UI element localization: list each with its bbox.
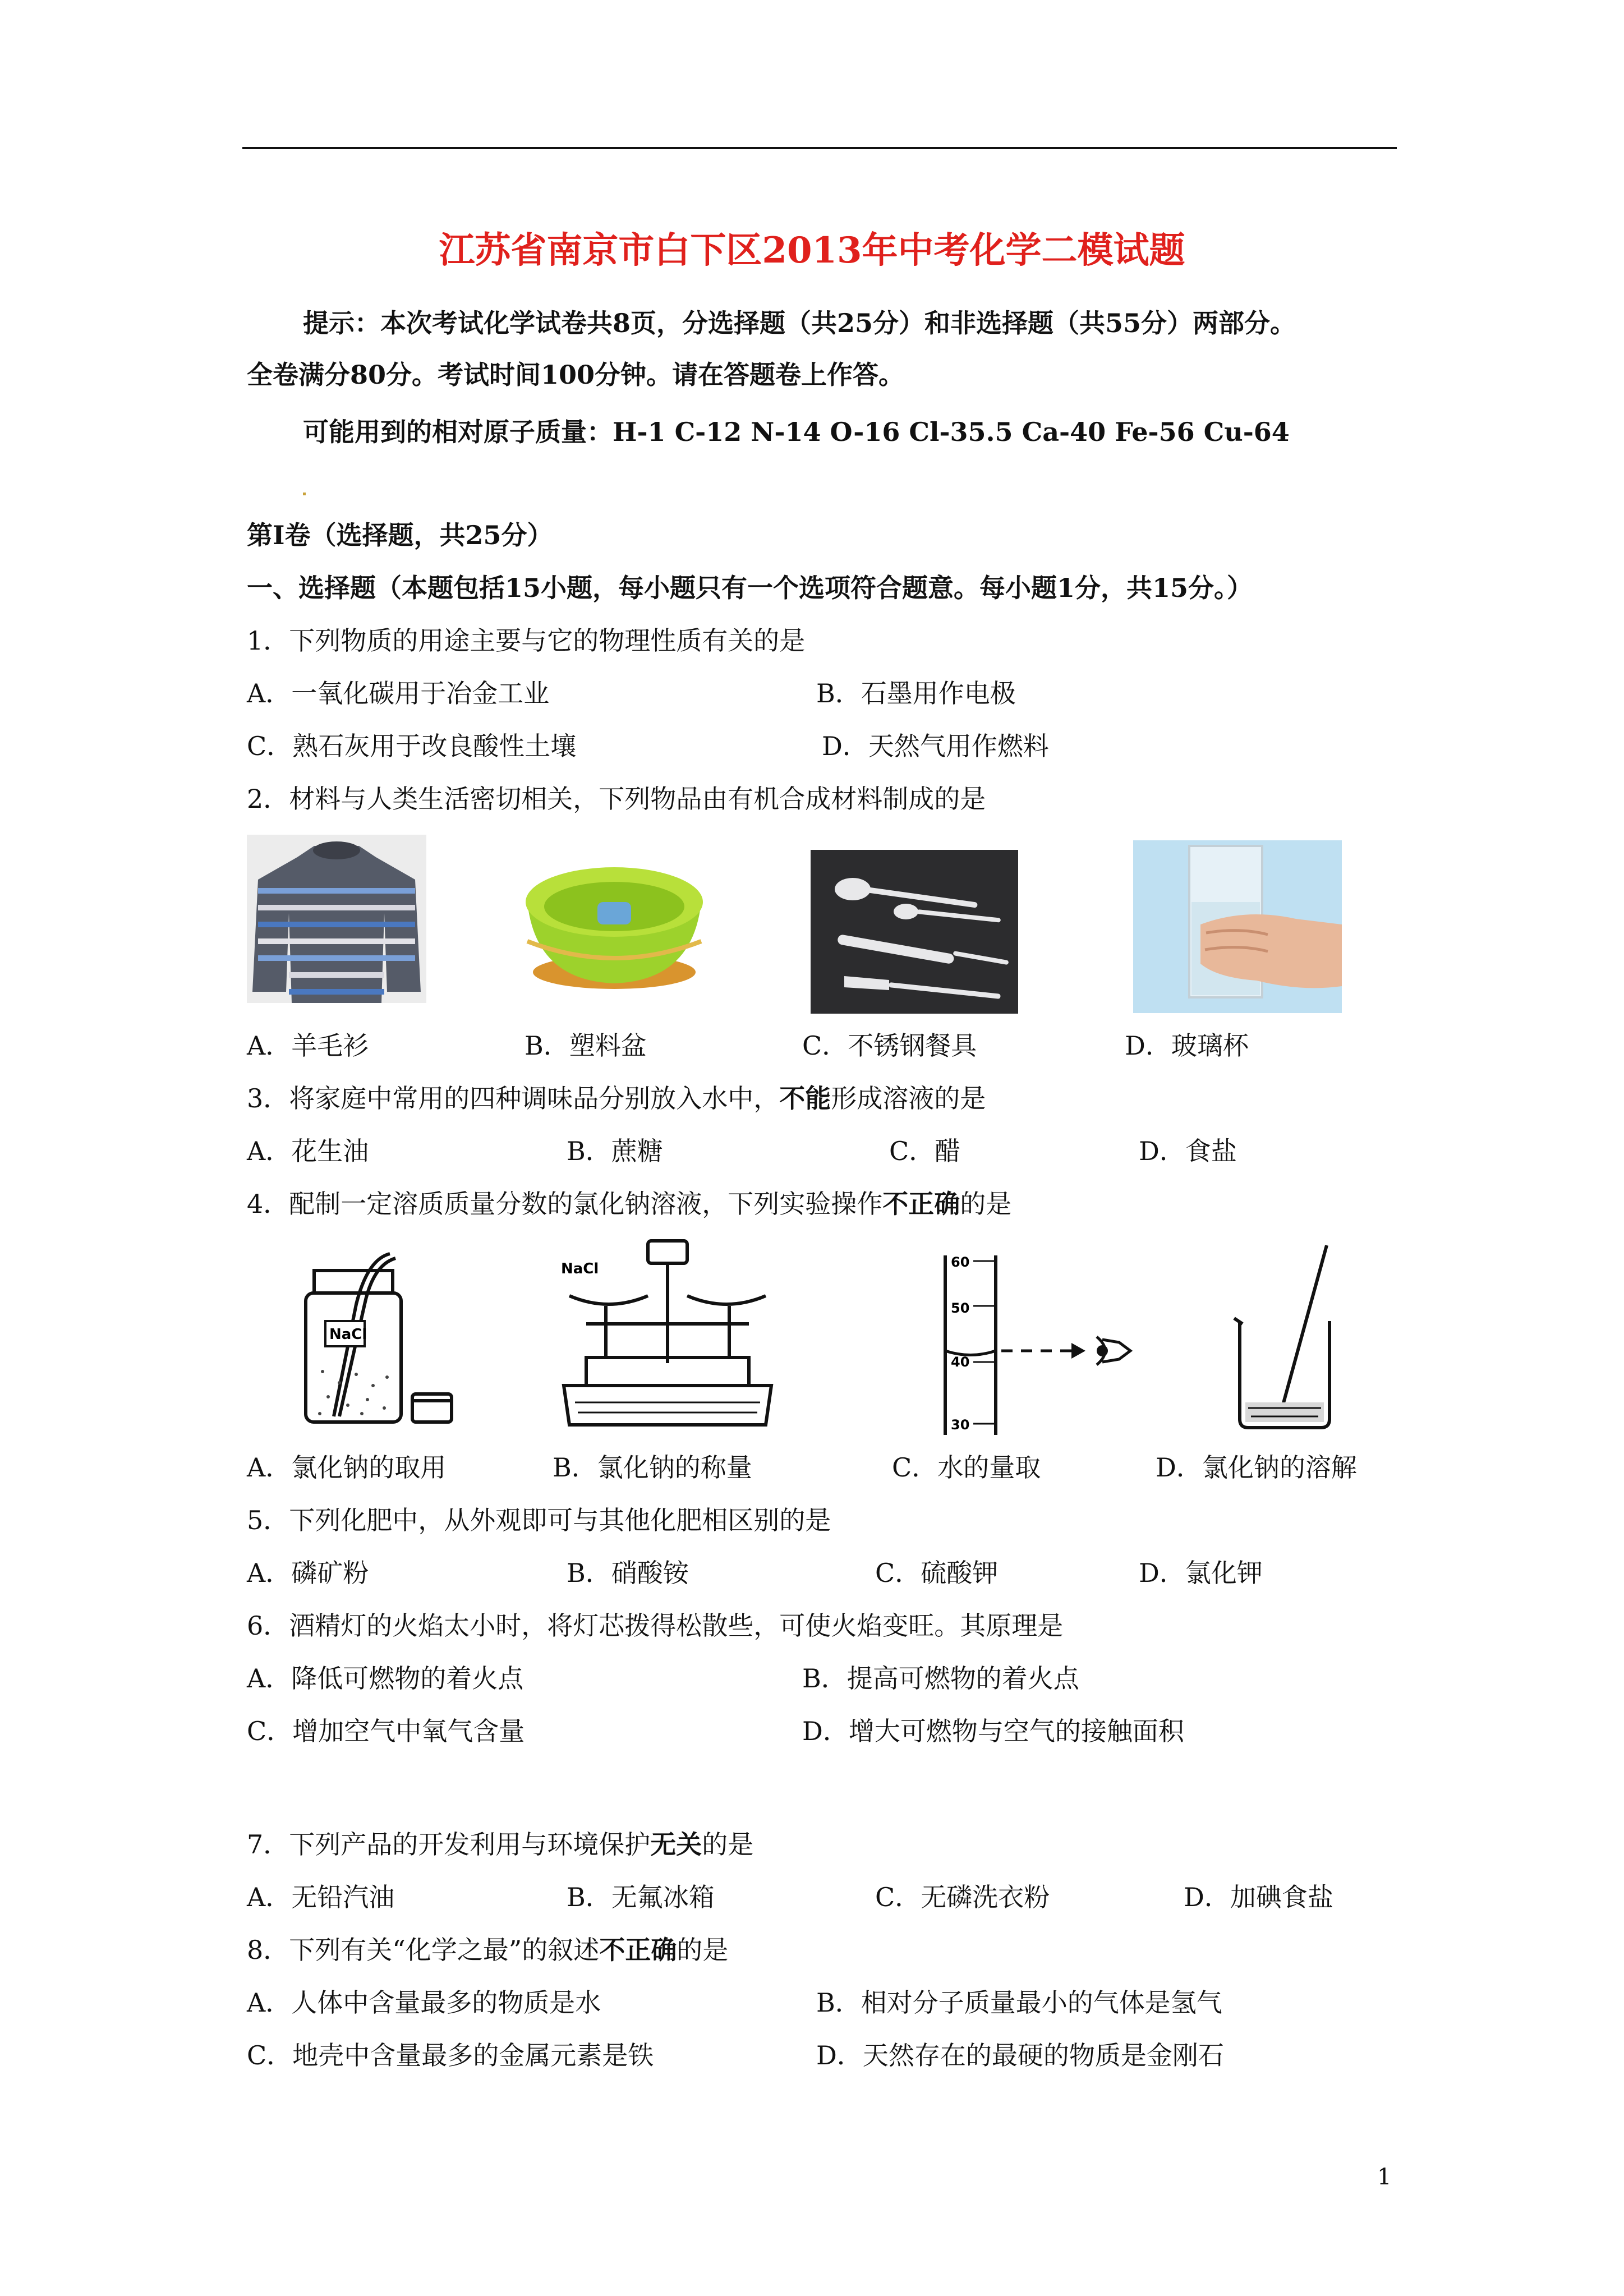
q7-option-a: A．无铅汽油: [247, 1882, 395, 1912]
q3-option-b: B．蔗糖: [567, 1136, 663, 1166]
q8-option-b: B．相对分子质量最小的气体是氢气: [816, 1987, 1222, 2018]
section-heading: 一、选择题（本题包括15小题，每小题只有一个选项符合题意。每小题1分，共15分。）: [247, 573, 1253, 603]
q5-option-d: D．氯化钾: [1139, 1558, 1263, 1588]
q1-option-d: D．天然气用作燃料: [822, 731, 1049, 761]
q4-option-a: A．氯化钠的取用: [247, 1452, 447, 1483]
q3-option-a: A．花生油: [247, 1136, 369, 1166]
glass-cup-image: [1133, 840, 1342, 1013]
nacl-dissolve-figure: [1229, 1240, 1352, 1433]
steel-tableware-image: [811, 850, 1018, 1014]
q3-option-c: C．醋: [889, 1136, 961, 1166]
page-title: 江苏省南京市白下区2013年中考化学二模试题: [439, 229, 1185, 272]
q1-option-c: C．熟石灰用于改良酸性土壤: [247, 731, 577, 761]
q2-stem: 2．材料与人类生活密切相关，下列物品由有机合成材料制成的是: [247, 784, 986, 814]
q1-option-a: A．一氧化碳用于冶金工业: [247, 678, 550, 708]
nacl-balance-label: NaCl: [561, 1260, 599, 1277]
q6-option-c: C．增加空气中氧气含量: [247, 1716, 525, 1746]
q6-stem: 6．酒精灯的火焰太小时，将灯芯拨得松散些，可使火焰变旺。其原理是: [247, 1611, 1064, 1641]
q8-option-d: D．天然存在的最硬的物质是金刚石: [816, 2040, 1224, 2070]
nacl-take-figure: [295, 1248, 457, 1433]
page-number: 1: [1377, 2164, 1392, 2190]
q7-option-c: C．无磷洗衣粉: [875, 1882, 1050, 1912]
q2-option-d: D．玻璃杯: [1125, 1030, 1249, 1061]
q4-option-c: C．水的量取: [892, 1452, 1041, 1483]
part-heading: 第Ⅰ卷（选择题，共25分）: [247, 520, 553, 550]
q2-option-a: A．羊毛衫: [247, 1030, 369, 1061]
q7-option-d: D．加碘食盐: [1184, 1882, 1333, 1912]
sweater-image: [247, 835, 426, 1003]
note-line-2: 全卷满分80分。考试时间100分钟。请在答题卷上作答。: [247, 360, 905, 390]
cylinder-mark-50: 50: [951, 1300, 970, 1316]
q5-option-a: A．磷矿粉: [247, 1558, 369, 1588]
q2-option-b: B．塑料盆: [525, 1030, 647, 1061]
stray-mark: [303, 493, 306, 495]
q6-option-a: A．降低可燃物的着火点: [247, 1663, 524, 1694]
q1-option-b: B．石墨用作电极: [816, 678, 1016, 708]
note-line-1: 提示：本次考试化学试卷共8页，分选择题（共25分）和非选择题（共55分）两部分。: [303, 308, 1296, 338]
cylinder-mark-30: 30: [951, 1417, 970, 1433]
q2-option-c: C．不锈钢餐具: [802, 1030, 977, 1061]
q1-stem: 1．下列物质的用途主要与它的物理性质有关的是: [247, 625, 806, 656]
q7-stem: 7．下列产品的开发利用与环境保护无关的是: [247, 1829, 754, 1860]
q7-option-b: B．无氟冰箱: [567, 1882, 715, 1912]
water-measure-figure: [934, 1250, 1136, 1438]
q6-option-d: D．增大可燃物与空气的接触面积: [802, 1716, 1184, 1746]
q4-stem: 4．配制一定溶质质量分数的氯化钠溶液，下列实验操作不正确的是: [247, 1189, 1012, 1219]
q4-option-b: B．氯化钠的称量: [553, 1452, 752, 1483]
q8-option-c: C．地壳中含量最多的金属元素是铁: [247, 2040, 654, 2070]
cylinder-mark-60: 60: [951, 1254, 970, 1270]
q5-option-c: C．硫酸钾: [875, 1558, 999, 1588]
q6-option-b: B．提高可燃物的着火点: [802, 1663, 1079, 1694]
q3-option-d: D．食盐: [1139, 1136, 1237, 1166]
nacl-weigh-figure: [553, 1234, 783, 1433]
q5-option-b: B．硝酸铵: [567, 1558, 689, 1588]
q3-stem: 3．将家庭中常用的四种调味品分别放入水中，不能形成溶液的是: [247, 1083, 986, 1114]
q8-stem: 8．下列有关“化学之最”的叙述不正确的是: [247, 1935, 729, 1965]
q8-option-a: A．人体中含量最多的物质是水: [247, 1987, 601, 2018]
note-line-3: 可能用到的相对原子质量：H-1 C-12 N-14 O-16 Cl-35.5 Ca-40 Fe-56 Cu-64: [303, 417, 1290, 447]
q4-option-d: D．氯化钠的溶解: [1156, 1452, 1357, 1483]
cylinder-mark-40: 40: [951, 1354, 970, 1370]
q5-stem: 5．下列化肥中，从外观即可与其他化肥相区别的是: [247, 1505, 831, 1535]
nacl-bottle-label: NaCl: [329, 1326, 367, 1343]
top-rule: [242, 147, 1397, 149]
plastic-basin-image: [513, 852, 715, 997]
